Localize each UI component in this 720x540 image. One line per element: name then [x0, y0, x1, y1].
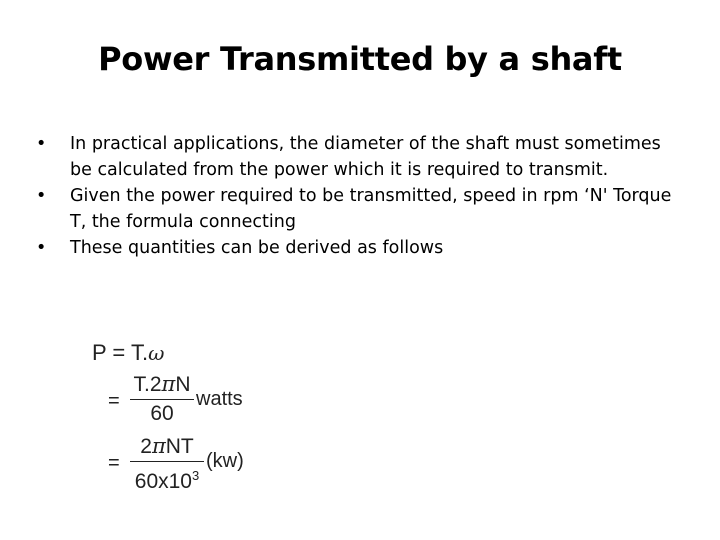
fraction-denominator: 60: [150, 402, 174, 425]
fraction-bar: [130, 399, 194, 400]
bullet-icon: •: [36, 134, 47, 154]
bullet-item: [36, 235, 686, 261]
bullet-text: In practical applications, the diameter of the shaft must sometimes be calculated from the power which it is required to transmit.: [70, 134, 661, 180]
formula-lhs: P = T.: [92, 340, 149, 365]
numerator-part: N: [175, 373, 191, 396]
denominator-exponent: 3: [191, 468, 200, 483]
bullet-icon: •: [36, 238, 47, 258]
equals-sign: =: [108, 390, 120, 412]
unit-kw: (kw): [206, 450, 244, 472]
equals-sign: =: [108, 452, 120, 474]
denominator-base: 60x10: [134, 470, 192, 493]
slide-title: Power Transmitted by a shaft: [98, 40, 622, 78]
bullet-icon: •: [36, 186, 47, 206]
bullet-text: Given the power required to be transmitted, speed in rpm ‘N' Torque T, the formula connecting: [70, 186, 672, 232]
fraction-kw: [130, 434, 204, 494]
bullet-item: [36, 131, 686, 183]
fraction-numerator: [130, 372, 194, 397]
fraction-bar: [130, 461, 204, 462]
fraction-watts: [130, 372, 194, 426]
numerator-part: 2: [140, 435, 152, 458]
bullet-text: These quantities can be derived as follows: [70, 238, 444, 258]
pi-symbol: π: [161, 372, 176, 396]
numerator-part: T.2: [133, 373, 162, 396]
formula-line-1: [92, 340, 164, 366]
power-formula: [92, 340, 332, 500]
numerator-part: NT: [165, 435, 194, 458]
unit-watts: watts: [196, 388, 243, 410]
fraction-denominator: [130, 464, 204, 494]
omega-symbol: ω: [148, 341, 165, 365]
pi-symbol: π: [151, 434, 166, 458]
bullet-item: [36, 183, 686, 235]
bullet-list: [36, 131, 686, 261]
fraction-numerator: [130, 434, 204, 459]
